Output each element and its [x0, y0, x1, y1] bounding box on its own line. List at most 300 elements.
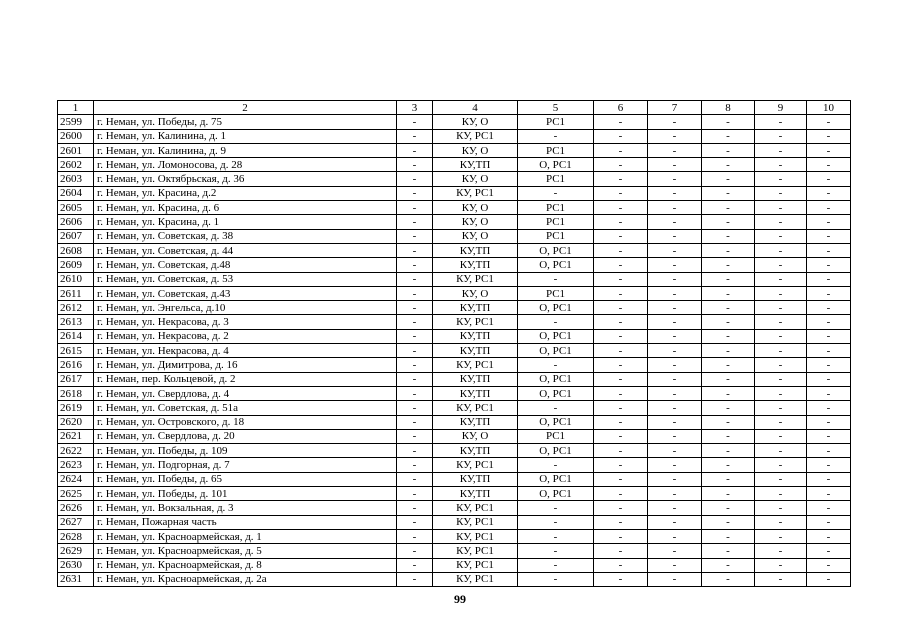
cell-col7: -	[648, 172, 702, 186]
cell-col7: -	[648, 529, 702, 543]
cell-col8: -	[702, 258, 755, 272]
cell-col5: О, РС1	[518, 243, 594, 257]
cell-col10: -	[807, 143, 851, 157]
table-row	[58, 458, 851, 472]
cell-col7: -	[648, 229, 702, 243]
cell-col9: -	[755, 458, 807, 472]
table-row	[58, 215, 851, 229]
cell-col4: КУ,ТП	[433, 487, 518, 501]
cell-col4: КУ,ТП	[433, 258, 518, 272]
cell-col6: -	[594, 529, 648, 543]
cell-col9: -	[755, 386, 807, 400]
cell-col3: -	[397, 529, 433, 543]
cell-col8: -	[702, 229, 755, 243]
cell-col7: -	[648, 215, 702, 229]
table-header-row	[58, 101, 851, 115]
cell-col3: -	[397, 229, 433, 243]
cell-col3: -	[397, 329, 433, 343]
cell-col3: -	[397, 286, 433, 300]
cell-col8: -	[702, 386, 755, 400]
cell-row-number: 2618	[58, 386, 94, 400]
header-cell-9: 9	[755, 101, 807, 115]
cell-row-number: 2606	[58, 215, 94, 229]
cell-col10: -	[807, 358, 851, 372]
cell-col5: РС1	[518, 115, 594, 129]
cell-row-number: 2620	[58, 415, 94, 429]
cell-col9: -	[755, 501, 807, 515]
table-row	[58, 544, 851, 558]
cell-col5: О, РС1	[518, 329, 594, 343]
cell-col8: -	[702, 158, 755, 172]
cell-col3: -	[397, 258, 433, 272]
cell-col4: КУ, РС1	[433, 501, 518, 515]
cell-col8: -	[702, 115, 755, 129]
cell-col5: -	[518, 501, 594, 515]
cell-col4: КУ, О	[433, 429, 518, 443]
cell-col9: -	[755, 186, 807, 200]
header-cell-4: 4	[433, 101, 518, 115]
cell-col4: КУ, РС1	[433, 358, 518, 372]
cell-col10: -	[807, 429, 851, 443]
cell-row-number: 2619	[58, 401, 94, 415]
table-row	[58, 401, 851, 415]
cell-col3: -	[397, 129, 433, 143]
cell-col6: -	[594, 344, 648, 358]
table-body	[58, 101, 851, 587]
cell-col5: О, РС1	[518, 158, 594, 172]
cell-col7: -	[648, 344, 702, 358]
cell-col6: -	[594, 143, 648, 157]
cell-col7: -	[648, 401, 702, 415]
cell-col9: -	[755, 572, 807, 586]
cell-col9: -	[755, 515, 807, 529]
cell-address: г. Неман, ул. Красноармейская, д. 8	[94, 558, 397, 572]
cell-col3: -	[397, 558, 433, 572]
cell-col4: КУ, РС1	[433, 272, 518, 286]
cell-col6: -	[594, 258, 648, 272]
cell-col7: -	[648, 315, 702, 329]
cell-col9: -	[755, 215, 807, 229]
cell-col8: -	[702, 515, 755, 529]
cell-col7: -	[648, 272, 702, 286]
cell-col4: КУ, РС1	[433, 544, 518, 558]
table-row	[58, 301, 851, 315]
cell-col3: -	[397, 444, 433, 458]
table-row	[58, 115, 851, 129]
cell-col4: КУ, О	[433, 215, 518, 229]
cell-col7: -	[648, 415, 702, 429]
cell-address: г. Неман, ул. Калинина, д. 1	[94, 129, 397, 143]
cell-address: г. Неман, ул. Советская, д. 44	[94, 243, 397, 257]
cell-col5: О, РС1	[518, 472, 594, 486]
cell-col6: -	[594, 572, 648, 586]
cell-col3: -	[397, 201, 433, 215]
cell-address: г. Неман, ул. Советская, д.43	[94, 286, 397, 300]
cell-col5: О, РС1	[518, 372, 594, 386]
cell-row-number: 2601	[58, 143, 94, 157]
cell-col10: -	[807, 286, 851, 300]
cell-col8: -	[702, 372, 755, 386]
cell-col7: -	[648, 201, 702, 215]
cell-address: г. Неман, ул. Красина, д. 1	[94, 215, 397, 229]
cell-col5: -	[518, 358, 594, 372]
cell-col6: -	[594, 515, 648, 529]
cell-col4: КУ, РС1	[433, 401, 518, 415]
cell-address: г. Неман, ул. Советская, д. 38	[94, 229, 397, 243]
cell-col6: -	[594, 472, 648, 486]
cell-row-number: 2621	[58, 429, 94, 443]
cell-col7: -	[648, 515, 702, 529]
cell-col9: -	[755, 143, 807, 157]
cell-col10: -	[807, 415, 851, 429]
cell-col6: -	[594, 501, 648, 515]
cell-row-number: 2615	[58, 344, 94, 358]
cell-col6: -	[594, 186, 648, 200]
cell-col10: -	[807, 544, 851, 558]
cell-col7: -	[648, 444, 702, 458]
cell-address: г. Неман, Пожарная часть	[94, 515, 397, 529]
cell-col6: -	[594, 558, 648, 572]
cell-row-number: 2600	[58, 129, 94, 143]
cell-address: г. Неман, ул. Димитрова, д. 16	[94, 358, 397, 372]
header-cell-1: 1	[58, 101, 94, 115]
cell-col8: -	[702, 301, 755, 315]
cell-col4: КУ, О	[433, 201, 518, 215]
cell-col10: -	[807, 201, 851, 215]
cell-address: г. Неман, ул. Советская, д. 51а	[94, 401, 397, 415]
cell-row-number: 2602	[58, 158, 94, 172]
cell-col8: -	[702, 344, 755, 358]
cell-col3: -	[397, 243, 433, 257]
cell-col3: -	[397, 429, 433, 443]
cell-col5: РС1	[518, 286, 594, 300]
table-row	[58, 472, 851, 486]
cell-address: г. Неман, ул. Подгорная, д. 7	[94, 458, 397, 472]
cell-col3: -	[397, 501, 433, 515]
cell-address: г. Неман, ул. Некрасова, д. 4	[94, 344, 397, 358]
cell-col10: -	[807, 215, 851, 229]
cell-col10: -	[807, 129, 851, 143]
cell-col7: -	[648, 458, 702, 472]
cell-col3: -	[397, 172, 433, 186]
cell-col4: КУ, РС1	[433, 515, 518, 529]
cell-col6: -	[594, 444, 648, 458]
cell-col9: -	[755, 401, 807, 415]
cell-row-number: 2616	[58, 358, 94, 372]
cell-col5: -	[518, 558, 594, 572]
cell-col6: -	[594, 172, 648, 186]
cell-col7: -	[648, 372, 702, 386]
cell-col3: -	[397, 358, 433, 372]
cell-col3: -	[397, 572, 433, 586]
cell-col6: -	[594, 129, 648, 143]
header-cell-6: 6	[594, 101, 648, 115]
cell-address: г. Неман, ул. Красина, д.2	[94, 186, 397, 200]
cell-col4: КУ,ТП	[433, 372, 518, 386]
table-row	[58, 487, 851, 501]
cell-col9: -	[755, 229, 807, 243]
cell-col4: КУ,ТП	[433, 386, 518, 400]
cell-col3: -	[397, 544, 433, 558]
cell-col10: -	[807, 229, 851, 243]
table-row	[58, 515, 851, 529]
cell-row-number: 2614	[58, 329, 94, 343]
cell-address: г. Неман, ул. Советская, д.48	[94, 258, 397, 272]
header-cell-3: 3	[397, 101, 433, 115]
cell-col8: -	[702, 329, 755, 343]
cell-col4: КУ,ТП	[433, 301, 518, 315]
cell-col8: -	[702, 544, 755, 558]
cell-col5: О, РС1	[518, 344, 594, 358]
cell-col9: -	[755, 429, 807, 443]
cell-col7: -	[648, 243, 702, 257]
cell-col5: -	[518, 515, 594, 529]
cell-col6: -	[594, 243, 648, 257]
cell-col8: -	[702, 444, 755, 458]
table-row	[58, 172, 851, 186]
cell-col6: -	[594, 386, 648, 400]
cell-col6: -	[594, 315, 648, 329]
cell-col9: -	[755, 315, 807, 329]
cell-address: г. Неман, ул. Некрасова, д. 2	[94, 329, 397, 343]
cell-col4: КУ, РС1	[433, 572, 518, 586]
cell-col10: -	[807, 515, 851, 529]
cell-col4: КУ, РС1	[433, 529, 518, 543]
cell-col6: -	[594, 158, 648, 172]
cell-col6: -	[594, 115, 648, 129]
table-row	[58, 372, 851, 386]
table-row	[58, 258, 851, 272]
cell-col9: -	[755, 358, 807, 372]
table-row	[58, 358, 851, 372]
cell-col8: -	[702, 201, 755, 215]
cell-col10: -	[807, 158, 851, 172]
cell-col4: КУ, О	[433, 115, 518, 129]
cell-col5: О, РС1	[518, 415, 594, 429]
cell-col3: -	[397, 472, 433, 486]
cell-col3: -	[397, 344, 433, 358]
cell-col7: -	[648, 501, 702, 515]
cell-col6: -	[594, 229, 648, 243]
cell-col5: РС1	[518, 215, 594, 229]
cell-row-number: 2604	[58, 186, 94, 200]
cell-col10: -	[807, 529, 851, 543]
cell-col7: -	[648, 115, 702, 129]
cell-col9: -	[755, 129, 807, 143]
cell-col9: -	[755, 286, 807, 300]
cell-col4: КУ, РС1	[433, 315, 518, 329]
cell-row-number: 2623	[58, 458, 94, 472]
cell-col8: -	[702, 458, 755, 472]
cell-col7: -	[648, 558, 702, 572]
cell-col5: -	[518, 458, 594, 472]
cell-col9: -	[755, 558, 807, 572]
cell-col5: -	[518, 572, 594, 586]
cell-col5: -	[518, 186, 594, 200]
cell-col3: -	[397, 415, 433, 429]
cell-col5: О, РС1	[518, 444, 594, 458]
cell-col8: -	[702, 487, 755, 501]
cell-address: г. Неман, ул. Победы, д. 65	[94, 472, 397, 486]
cell-col10: -	[807, 558, 851, 572]
cell-col10: -	[807, 329, 851, 343]
cell-col3: -	[397, 115, 433, 129]
table-row	[58, 229, 851, 243]
cell-col7: -	[648, 472, 702, 486]
cell-col5: РС1	[518, 172, 594, 186]
cell-row-number: 2599	[58, 115, 94, 129]
cell-col7: -	[648, 358, 702, 372]
cell-col10: -	[807, 258, 851, 272]
cell-col8: -	[702, 186, 755, 200]
table-row	[58, 286, 851, 300]
cell-col8: -	[702, 272, 755, 286]
cell-col10: -	[807, 472, 851, 486]
cell-col5: -	[518, 315, 594, 329]
page-number: 99	[454, 592, 466, 606]
cell-col8: -	[702, 529, 755, 543]
cell-col6: -	[594, 301, 648, 315]
cell-col3: -	[397, 143, 433, 157]
cell-col9: -	[755, 415, 807, 429]
cell-col10: -	[807, 458, 851, 472]
cell-col10: -	[807, 272, 851, 286]
cell-row-number: 2629	[58, 544, 94, 558]
cell-col3: -	[397, 386, 433, 400]
cell-col9: -	[755, 372, 807, 386]
cell-col9: -	[755, 529, 807, 543]
cell-col7: -	[648, 386, 702, 400]
cell-row-number: 2605	[58, 201, 94, 215]
table-row	[58, 315, 851, 329]
table-row	[58, 186, 851, 200]
cell-col7: -	[648, 158, 702, 172]
cell-col4: КУ,ТП	[433, 472, 518, 486]
cell-col9: -	[755, 115, 807, 129]
cell-row-number: 2627	[58, 515, 94, 529]
cell-col9: -	[755, 472, 807, 486]
header-cell-8: 8	[702, 101, 755, 115]
table-row	[58, 143, 851, 157]
cell-address: г. Неман, ул. Калинина, д. 9	[94, 143, 397, 157]
cell-row-number: 2626	[58, 501, 94, 515]
cell-row-number: 2631	[58, 572, 94, 586]
cell-col4: КУ, О	[433, 229, 518, 243]
cell-col8: -	[702, 215, 755, 229]
cell-address: г. Неман, ул. Свердлова, д. 4	[94, 386, 397, 400]
table-row	[58, 272, 851, 286]
cell-address: г. Неман, ул. Красноармейская, д. 2а	[94, 572, 397, 586]
cell-col9: -	[755, 172, 807, 186]
cell-col7: -	[648, 258, 702, 272]
header-cell-2: 2	[94, 101, 397, 115]
cell-col7: -	[648, 572, 702, 586]
cell-col3: -	[397, 301, 433, 315]
cell-col4: КУ, О	[433, 172, 518, 186]
cell-col6: -	[594, 201, 648, 215]
cell-col8: -	[702, 243, 755, 257]
cell-row-number: 2611	[58, 286, 94, 300]
cell-col10: -	[807, 372, 851, 386]
cell-row-number: 2625	[58, 487, 94, 501]
cell-col7: -	[648, 487, 702, 501]
cell-col9: -	[755, 544, 807, 558]
cell-col5: О, РС1	[518, 487, 594, 501]
cell-col4: КУ, РС1	[433, 129, 518, 143]
cell-col9: -	[755, 243, 807, 257]
cell-col7: -	[648, 544, 702, 558]
table-row	[58, 344, 851, 358]
table-row	[58, 386, 851, 400]
cell-col3: -	[397, 372, 433, 386]
cell-col4: КУ,ТП	[433, 329, 518, 343]
cell-col7: -	[648, 286, 702, 300]
cell-col5: РС1	[518, 429, 594, 443]
cell-row-number: 2617	[58, 372, 94, 386]
cell-col5: О, РС1	[518, 258, 594, 272]
cell-col8: -	[702, 143, 755, 157]
cell-col4: КУ,ТП	[433, 444, 518, 458]
table-row	[58, 444, 851, 458]
cell-col3: -	[397, 186, 433, 200]
cell-col10: -	[807, 186, 851, 200]
cell-col10: -	[807, 444, 851, 458]
document-table	[57, 100, 851, 587]
cell-row-number: 2613	[58, 315, 94, 329]
cell-row-number: 2608	[58, 243, 94, 257]
cell-address: г. Неман, ул. Советская, д. 53	[94, 272, 397, 286]
cell-col8: -	[702, 415, 755, 429]
cell-col10: -	[807, 172, 851, 186]
cell-col9: -	[755, 444, 807, 458]
cell-col10: -	[807, 401, 851, 415]
cell-col8: -	[702, 286, 755, 300]
cell-col9: -	[755, 301, 807, 315]
cell-col9: -	[755, 329, 807, 343]
cell-col8: -	[702, 572, 755, 586]
cell-row-number: 2612	[58, 301, 94, 315]
cell-address: г. Неман, ул. Красноармейская, д. 1	[94, 529, 397, 543]
table-row	[58, 329, 851, 343]
cell-col4: КУ,ТП	[433, 344, 518, 358]
cell-col3: -	[397, 272, 433, 286]
cell-address: г. Неман, ул. Островского, д. 18	[94, 415, 397, 429]
cell-col9: -	[755, 158, 807, 172]
cell-address: г. Неман, ул. Ломоносова, д. 28	[94, 158, 397, 172]
cell-col8: -	[702, 315, 755, 329]
header-cell-7: 7	[648, 101, 702, 115]
cell-col5: РС1	[518, 201, 594, 215]
cell-col10: -	[807, 344, 851, 358]
cell-row-number: 2624	[58, 472, 94, 486]
cell-col6: -	[594, 286, 648, 300]
cell-row-number: 2628	[58, 529, 94, 543]
cell-col5: РС1	[518, 229, 594, 243]
cell-col8: -	[702, 401, 755, 415]
table-row	[58, 201, 851, 215]
cell-row-number: 2610	[58, 272, 94, 286]
cell-col10: -	[807, 243, 851, 257]
cell-address: г. Неман, ул. Победы, д. 101	[94, 487, 397, 501]
cell-col4: КУ, РС1	[433, 186, 518, 200]
table-row	[58, 558, 851, 572]
cell-col5: РС1	[518, 143, 594, 157]
cell-col6: -	[594, 272, 648, 286]
cell-col9: -	[755, 272, 807, 286]
cell-col4: КУ, О	[433, 143, 518, 157]
cell-col6: -	[594, 544, 648, 558]
cell-col9: -	[755, 487, 807, 501]
